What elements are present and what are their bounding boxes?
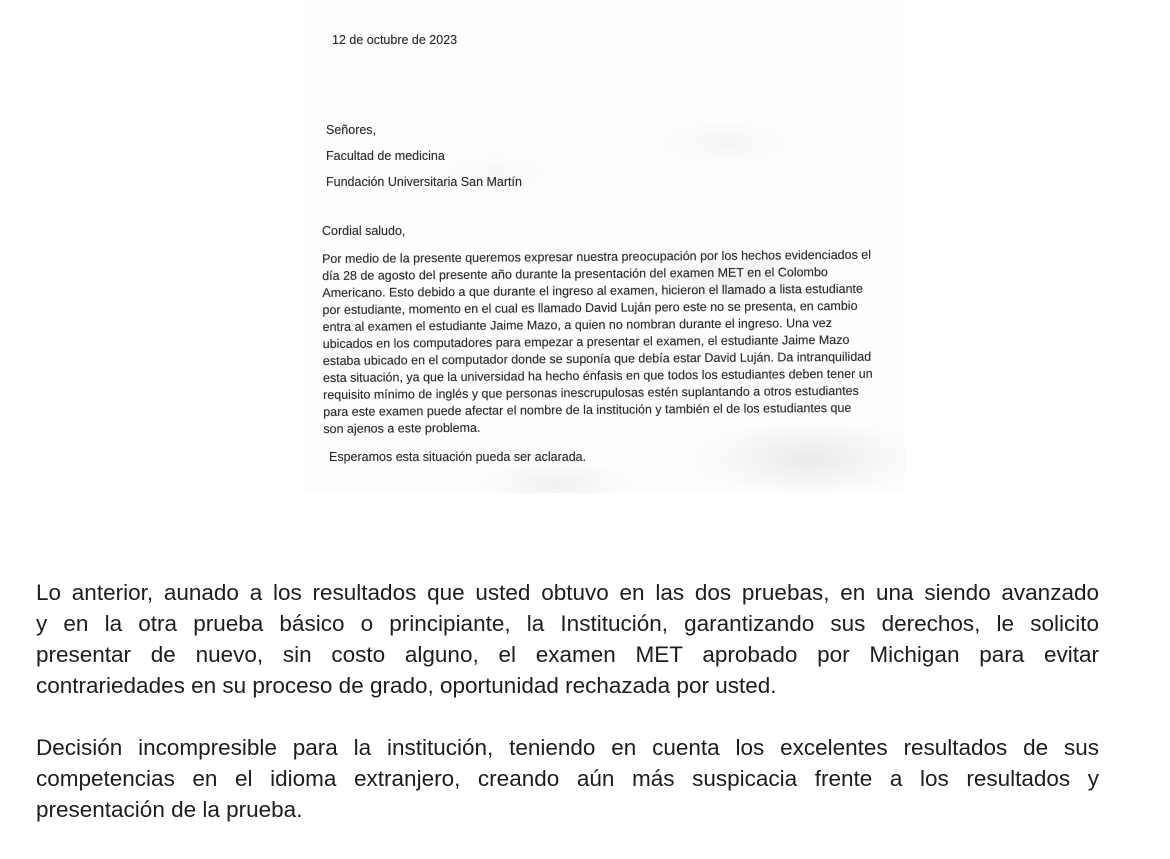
typed-paragraph-2 bbox=[36, 732, 1099, 825]
letter-body-line: son ajenos a este problema. bbox=[323, 420, 481, 436]
typed-paragraph-2-line: Decisión incompresible para la institución, teniendo en cuenta los excelentes resultados de sus bbox=[36, 735, 1099, 760]
letter-salutation: Cordial saludo, bbox=[322, 224, 406, 238]
typed-paragraph-1-line: y en la otra prueba básico o principiante, la Institución, garantizando sus derechos, le solicito bbox=[36, 611, 1099, 636]
letter-body-line: para este examen puede afectar el nombre de la institución y también el de los estudiantes que bbox=[323, 400, 852, 419]
typed-paragraph-1-line: contrariedades en su proceso de grado, oportunidad rechazada por usted. bbox=[36, 673, 777, 698]
letter-recipient-line: Señores, bbox=[326, 123, 377, 137]
scanned-letter-content bbox=[303, 0, 905, 493]
letter-body-line: ubicados en los computadores para empezar a presentar el examen, el estudiante Jaime Mazo bbox=[322, 332, 850, 351]
letter-body-line: Por medio de la presente queremos expresar nuestra preocupación por los hechos evidenciados el bbox=[322, 247, 872, 266]
typed-paragraph-2-line: competencias en el idioma extranjero, creando aún más suspicacia frente a los resultados y bbox=[36, 766, 1099, 791]
letter-body-line: requisito mínimo de inglés y que personas inescrupulosas estén suplantando a otros estudiantes bbox=[323, 383, 859, 402]
letter-recipient-line: Fundación Universitaria San Martín bbox=[326, 175, 522, 189]
letter-closing: Esperamos esta situación pueda ser aclarada. bbox=[329, 450, 587, 464]
typed-paragraph-2-line: presentación de la prueba. bbox=[36, 797, 303, 822]
letter-date: 12 de octubre de 2023 bbox=[332, 33, 458, 47]
letter-body-line: esta situación, ya que la universidad ha hecho énfasis en que todos los estudiantes deben tener un bbox=[322, 366, 873, 385]
typed-paragraph-1-line: presentar de nuevo, sin costo alguno, el examen MET aprobado por Michigan para evitar bbox=[36, 642, 1099, 667]
letter-body bbox=[322, 247, 873, 438]
typed-paragraph-1 bbox=[36, 577, 1099, 701]
letter-body-line: Americano. Esto debido a que durante el ingreso al examen, hicieron el llamado a lista estudiante bbox=[322, 281, 863, 300]
typed-paragraph-1-line: Lo anterior, aunado a los resultados que usted obtuvo en las dos pruebas, en una siendo avanzado bbox=[36, 580, 1099, 605]
typed-text-section bbox=[36, 577, 1099, 825]
letter-body-line: por estudiante, momento en el cual es llamado David Luján pero este no se presenta, en cambio bbox=[322, 298, 858, 317]
letter-recipient bbox=[326, 117, 522, 195]
scanned-letter bbox=[303, 0, 905, 493]
letter-body-line: estaba ubicado en el computador donde se suponía que debía estar David Luján. Da intranquilidad bbox=[322, 349, 872, 368]
letter-body-line: entra al examen el estudiante Jaime Mazo, a quien no nombran durante el ingreso. Una vez bbox=[322, 315, 832, 334]
letter-body-line: día 28 de agosto del presente año durante la presentación del examen MET en el Colombo bbox=[322, 265, 828, 283]
letter-recipient-line: Facultad de medicina bbox=[326, 149, 445, 163]
